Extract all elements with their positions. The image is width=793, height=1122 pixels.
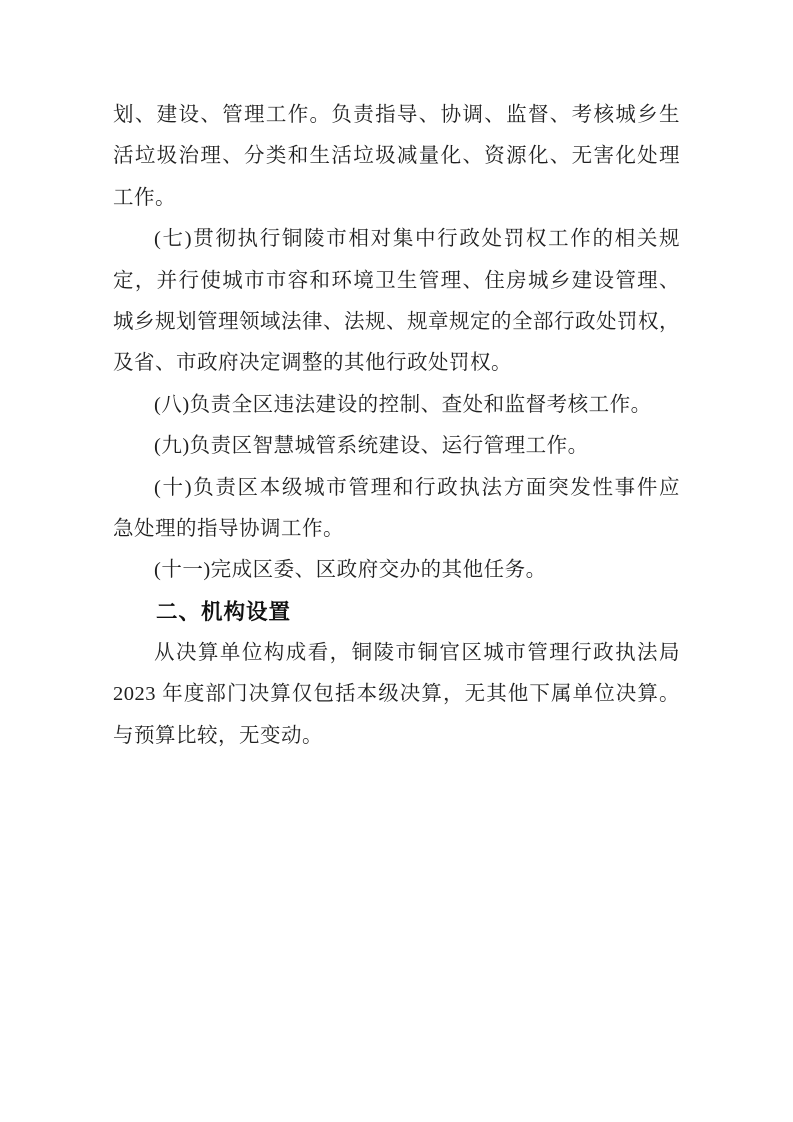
org-paragraph-line-1: 从决算单位构成看，铜陵市铜官区城市管理行政执法局 [154, 642, 680, 665]
item-7-line-3: 城乡规划管理领域法律、法规、规章规定的全部行政处罚权， [113, 310, 680, 333]
item-7-line-4: 及省、市政府决定调整的其他行政处罚权。 [113, 352, 512, 375]
item-7-line-2: 定，并行使城市市容和环境卫生管理、住房城乡建设管理、 [113, 269, 680, 292]
item-10-line-2: 急处理的指导协调工作。 [113, 517, 344, 540]
text-block [113, 95, 680, 757]
item-8-line-1: (八)负责全区违法建设的控制、查处和监督考核工作。 [154, 393, 652, 416]
item-11-line-1: (十一)完成区委、区政府交办的其他任务。 [154, 559, 547, 582]
body-line-1: 划、建设、管理工作。负责指导、协调、监督、考核城乡生 [113, 104, 680, 126]
body-line-3: 工作。 [113, 186, 176, 209]
item-7-line-1: (七)贯彻执行铜陵市相对集中行政处罚权工作的相关规 [154, 228, 680, 251]
section-heading-organization: 二、机构设置 [156, 599, 292, 624]
org-paragraph-line-2: 2023 年度部门决算仅包括本级决算，无其他下属单位决算。 [113, 683, 680, 706]
org-paragraph-line-3: 与预算比较，无变动。 [113, 724, 323, 747]
body-line-2: 活垃圾治理、分类和生活垃圾减量化、资源化、无害化处理 [113, 145, 680, 168]
item-9-line-1: (九)负责区智慧城管系统建设、运行管理工作。 [154, 435, 589, 458]
item-10-line-1: (十)负责区本级城市管理和行政执法方面突发性事件应 [154, 476, 680, 499]
